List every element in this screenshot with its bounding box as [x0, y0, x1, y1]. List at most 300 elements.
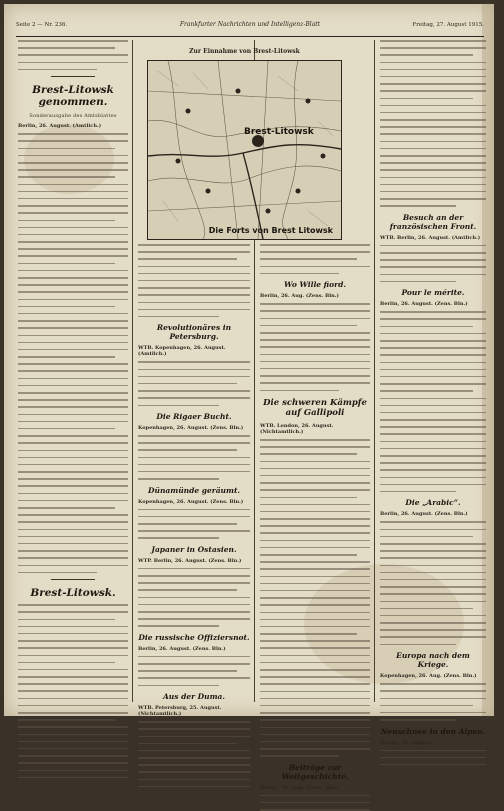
text-line [260, 727, 370, 729]
text-line [380, 484, 486, 486]
text-line [380, 608, 473, 610]
headline-franzoesische-front: Besuch an der französischen Front. [389, 212, 477, 231]
text-line [18, 748, 128, 750]
text-line [380, 705, 473, 707]
text-line [18, 619, 115, 621]
article-body [380, 40, 486, 207]
text-line [18, 712, 128, 714]
text-line [138, 604, 250, 606]
text-line [260, 310, 370, 312]
header-date: Freitag, 27. August 1915. [412, 22, 484, 28]
text-line [380, 462, 486, 464]
text-line [18, 762, 128, 764]
article-body [260, 303, 370, 391]
text-line [138, 663, 250, 665]
text-line [18, 557, 128, 559]
text-line [260, 532, 370, 534]
article-body [380, 521, 486, 645]
text-line [138, 309, 250, 311]
dateline: Berlin, 26. August. (Zens. Bln.) [380, 301, 468, 308]
text-line [260, 244, 370, 246]
text-line [18, 507, 115, 509]
text-line [380, 259, 486, 261]
text-line [18, 633, 128, 635]
text-line [18, 500, 128, 502]
text-line [138, 625, 219, 627]
header-page-number: Seite 2 — Nr. 236. [16, 22, 68, 28]
text-line [18, 478, 128, 480]
text-line [380, 162, 486, 164]
text-line [380, 644, 456, 646]
text-line [380, 764, 486, 766]
text-line [138, 656, 250, 658]
text-line [380, 198, 486, 200]
text-line [260, 489, 370, 491]
dateline: WTB. Petersburg, 25. August. (Nichtamtlich.) [138, 705, 222, 718]
text-line [260, 619, 370, 621]
text-line [380, 543, 486, 545]
text-line [380, 333, 486, 335]
text-line [18, 291, 128, 293]
text-line [380, 448, 486, 450]
text-line [260, 354, 370, 356]
text-line [260, 795, 370, 797]
text-line [18, 655, 128, 657]
text-line [380, 354, 486, 356]
text-line [18, 485, 128, 487]
dateline: WTB. Kopenhagen, 26. August. (Amtlich.) [138, 345, 226, 358]
text-line [18, 450, 128, 452]
text-line [380, 521, 486, 523]
headline-offiziersnot: Die russische Offiziersnot. [138, 632, 250, 642]
text-line [138, 435, 250, 437]
text-line [260, 604, 370, 606]
text-line [138, 779, 250, 781]
text-line [260, 802, 370, 804]
text-line [260, 504, 370, 506]
text-line [18, 421, 128, 423]
headline-wo-wille: Wo Wille fiord. [284, 280, 346, 290]
text-line [380, 274, 486, 276]
text-line [260, 518, 370, 520]
text-line [260, 332, 370, 334]
text-line [138, 287, 250, 289]
text-line [18, 335, 128, 337]
text-line [138, 516, 250, 518]
text-line [18, 370, 128, 372]
text-line [138, 390, 250, 392]
text-line [380, 557, 486, 559]
text-line [260, 439, 370, 441]
text-line [260, 612, 370, 614]
text-line [380, 311, 486, 313]
text-line [380, 83, 486, 85]
text-line [18, 550, 128, 552]
text-line [380, 593, 486, 595]
text-line [380, 184, 486, 186]
text-line [380, 98, 473, 100]
dateline: WTP. Berlin, 26. August. (Zens. Bln.) [138, 557, 242, 564]
text-line [380, 126, 486, 128]
text-line [18, 572, 97, 574]
text-line [380, 757, 486, 759]
text-line [260, 698, 370, 700]
text-line [260, 446, 370, 448]
text-line [260, 712, 370, 714]
text-line [380, 390, 473, 392]
header-masthead: Frankfurter Nachrichten und Intelligenz-Blatt [179, 21, 321, 28]
text-line [260, 561, 370, 563]
text-line [380, 112, 486, 114]
text-line [138, 294, 250, 296]
text-line [18, 284, 128, 286]
text-line [260, 511, 370, 513]
text-line [260, 734, 370, 736]
text-line [260, 273, 339, 275]
text-line [380, 54, 473, 56]
text-line [260, 809, 370, 811]
text-line [260, 748, 370, 750]
article-body [138, 656, 250, 686]
dateline: Berlin, 26. August. (Amtlich.) [18, 123, 102, 130]
dateline: Kopenhagen, 26. Aug. (Zens. Bln.) [380, 673, 477, 680]
column-1 [18, 40, 128, 702]
text-line [260, 583, 370, 585]
text-line [138, 618, 250, 620]
text-line [138, 509, 250, 511]
text-line [138, 280, 250, 282]
text-line [18, 205, 128, 207]
text-line [138, 251, 250, 253]
text-line [138, 273, 250, 275]
text-line [18, 683, 128, 685]
text-line [260, 640, 370, 642]
text-line [260, 676, 370, 678]
text-line [18, 227, 128, 229]
text-line [18, 133, 128, 135]
text-line [18, 457, 128, 459]
article-body [138, 435, 250, 480]
map-figure [147, 60, 342, 240]
text-line [260, 251, 370, 253]
text-line [260, 540, 370, 542]
text-line [380, 550, 486, 552]
dateline: Berlin, 26. Aug. (Zens. Bln.) [260, 784, 339, 791]
text-line [260, 468, 370, 470]
text-line [138, 376, 250, 378]
text-line [138, 442, 250, 444]
text-line [380, 326, 473, 328]
article-body [260, 439, 370, 757]
text-line [138, 568, 250, 570]
text-line [380, 191, 486, 193]
article-body [260, 795, 370, 811]
text-line [18, 184, 128, 186]
text-line [260, 303, 370, 305]
text-line [380, 690, 486, 692]
text-line [138, 244, 250, 246]
text-line [18, 162, 128, 164]
text-line [18, 327, 128, 329]
text-line [18, 385, 128, 387]
text-line [260, 547, 370, 549]
text-line [260, 705, 370, 707]
text-line [380, 383, 486, 385]
dateline: Berlin, 26. August. [380, 739, 433, 746]
text-line [18, 234, 128, 236]
text-line [138, 771, 250, 773]
text-line [260, 626, 370, 628]
headline-arabic: Die „Arabic“. [405, 498, 461, 508]
text-line [18, 626, 128, 628]
text-line [260, 390, 339, 392]
text-line [260, 755, 339, 757]
headline-gallipoli: Die schweren Kämpfe auf Gallipoli [263, 398, 367, 418]
text-line [18, 255, 128, 257]
text-line [18, 62, 128, 64]
article-body [18, 40, 128, 70]
text-line [138, 266, 250, 268]
text-line [260, 346, 370, 348]
text-line [380, 565, 486, 567]
text-line [380, 469, 486, 471]
text-line [138, 457, 250, 459]
text-line [138, 685, 219, 687]
page-header [16, 14, 484, 37]
text-line [18, 40, 128, 42]
separator [51, 579, 95, 580]
text-line [18, 705, 128, 707]
text-line [380, 712, 486, 714]
headline-europa: Europa nach dem Kriege. [396, 651, 470, 670]
article-body [260, 244, 370, 274]
text-line [18, 270, 128, 272]
text-line [18, 611, 128, 613]
text-line [380, 141, 486, 143]
text-line [18, 220, 115, 222]
text-line [260, 691, 370, 693]
text-line [138, 258, 237, 260]
text-line [380, 119, 486, 121]
text-line [18, 148, 115, 150]
text-line [380, 40, 486, 42]
article-body [138, 244, 250, 317]
dateline: WTB. Berlin, 26. August. (Amtlich.) [380, 234, 481, 241]
column-rule [132, 40, 133, 702]
text-line [18, 320, 128, 322]
text-line [138, 743, 237, 745]
text-line [380, 362, 486, 364]
text-line [138, 369, 250, 371]
text-line [18, 521, 128, 523]
text-line [18, 640, 128, 642]
dateline: Berlin, 26. Aug. (Zens. Bln.) [260, 293, 339, 300]
headline-neuschnee: Neuschnee in den Alpen. [380, 726, 486, 736]
dateline: Berlin, 26. August. (Zens. Bln.) [138, 645, 226, 652]
text-line [18, 169, 128, 171]
text-line [260, 662, 370, 664]
text-line [18, 54, 128, 56]
text-line [18, 690, 128, 692]
text-line [138, 471, 250, 473]
article-body [380, 750, 486, 766]
text-line [138, 316, 219, 318]
map-caption-top: Zur Einnahme von Brest-Litowsk [189, 48, 300, 55]
text-line [380, 477, 486, 479]
text-line [18, 363, 128, 365]
text-line [260, 461, 370, 463]
column-rule [374, 40, 375, 702]
text-line [380, 148, 486, 150]
article-body [380, 683, 486, 720]
text-line [138, 611, 250, 613]
separator [51, 76, 95, 77]
text-line [138, 582, 250, 584]
text-line [138, 361, 250, 363]
headline-brest-litowsk: Brest-Litowsk. [30, 587, 116, 600]
column-2 [138, 244, 250, 718]
text-line [18, 676, 128, 678]
text-line [380, 412, 486, 414]
text-line [138, 302, 250, 304]
text-line [380, 719, 456, 721]
text-line [380, 426, 486, 428]
text-line [380, 376, 486, 378]
map-illustration [148, 61, 341, 239]
headline-revolutionaeres: Revolutionäres in Petersburg. [156, 323, 232, 342]
column-3 [260, 244, 370, 791]
text-line [260, 375, 370, 377]
text-line [18, 770, 128, 772]
text-line [18, 536, 128, 538]
text-line [138, 764, 250, 766]
text-line [380, 586, 486, 588]
text-line [18, 191, 128, 193]
text-line [138, 478, 219, 480]
text-line [380, 572, 486, 574]
text-line [380, 433, 486, 435]
text-line [18, 442, 128, 444]
text-line [18, 755, 128, 757]
text-line [380, 169, 486, 171]
text-line [18, 313, 128, 315]
text-line [260, 258, 357, 260]
text-line [18, 378, 128, 380]
text-line [380, 205, 456, 207]
text-line [138, 575, 250, 577]
text-line [18, 604, 128, 606]
text-line [18, 493, 128, 495]
text-line [380, 750, 486, 752]
text-line [138, 757, 250, 759]
text-line [138, 449, 237, 451]
text-line [260, 647, 370, 649]
text-line [380, 622, 486, 624]
text-line [18, 342, 128, 344]
article-body [380, 245, 486, 282]
article-body [138, 721, 250, 787]
text-line [18, 69, 97, 71]
text-line [260, 325, 357, 327]
text-line [260, 655, 370, 657]
text-line [18, 356, 115, 358]
text-line [260, 318, 370, 320]
text-line [138, 523, 237, 525]
text-line [18, 47, 115, 49]
text-line [260, 266, 370, 268]
text-line [18, 277, 128, 279]
article-body [18, 604, 128, 778]
text-line [18, 698, 128, 700]
text-line [380, 405, 486, 407]
text-line [138, 383, 237, 385]
headline-duma: Aus der Duma. [162, 692, 226, 702]
text-line [380, 90, 486, 92]
text-line [380, 629, 486, 631]
headline-rigaer-bucht: Die Rigaer Bucht. [156, 412, 232, 421]
text-line [260, 719, 370, 721]
text-line [260, 597, 370, 599]
text-line [18, 306, 115, 308]
text-line [18, 392, 128, 394]
text-line [380, 133, 486, 135]
text-line [380, 76, 486, 78]
text-line [138, 786, 250, 788]
text-line [380, 683, 486, 685]
text-line [138, 736, 250, 738]
text-line [18, 543, 128, 545]
text-line [380, 698, 486, 700]
text-line [18, 428, 115, 430]
text-line [380, 579, 486, 581]
text-line [380, 177, 486, 179]
text-line [260, 669, 370, 671]
text-line [138, 677, 250, 679]
text-line [18, 669, 128, 671]
headline-pour-le-merite: Pour le mérite. [401, 288, 465, 298]
text-line [18, 777, 128, 779]
text-line [18, 406, 128, 408]
text-line [18, 263, 115, 265]
text-line [380, 536, 473, 538]
headline-weltgeschichte: Beiträge zur Weltgeschichte. [281, 762, 349, 781]
text-line [18, 471, 128, 473]
text-line [380, 419, 486, 421]
article-body [380, 311, 486, 492]
text-line [260, 525, 370, 527]
text-line [380, 340, 486, 342]
text-line [18, 155, 128, 157]
text-line [260, 576, 370, 578]
text-line [138, 597, 250, 599]
text-line [260, 590, 370, 592]
headline-japaner: Japaner in Ostasien. [151, 544, 237, 554]
text-line [380, 455, 486, 457]
text-line [138, 464, 250, 466]
text-line [18, 299, 128, 301]
text-line [380, 47, 486, 49]
headline-brest-litowsk-genommen: Brest-Litowsk genommen. [32, 84, 114, 109]
text-line [260, 497, 357, 499]
map-caption: Die Forts von Brest Litowsk [208, 226, 333, 235]
text-line [380, 601, 486, 603]
text-line [380, 62, 486, 64]
text-line [138, 405, 219, 407]
text-line [138, 397, 250, 399]
text-line [138, 721, 250, 723]
headline-duenamuende: Dünamünde geräumt. [147, 485, 241, 495]
article-body [138, 509, 250, 539]
